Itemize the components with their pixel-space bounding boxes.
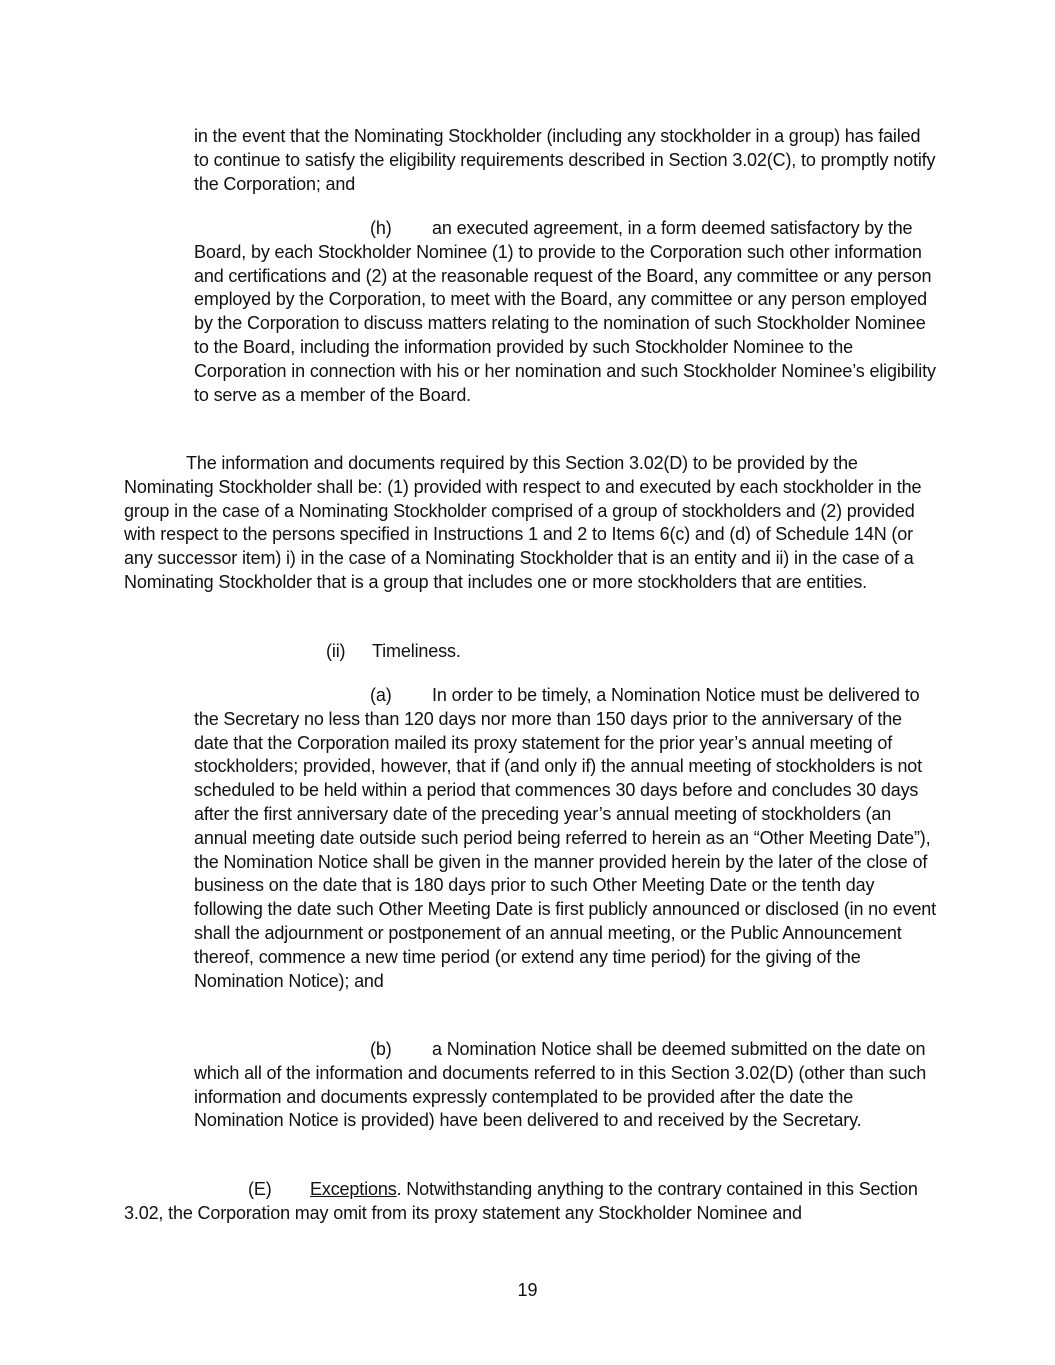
paragraph-a (194, 684, 939, 993)
paragraph-b-marker: (b) (370, 1039, 392, 1059)
paragraph-b-text: a Nomination Notice shall be deemed submitted on the date on which all of the information and documents referred to in this Section 3.02(D) (other than such information and documents expressly contemplated to be provided after the date the Nomination Notice is provided) have been delivered to and received by the Secretary. (194, 1039, 927, 1131)
paragraph-a-marker: (a) (370, 685, 392, 705)
paragraph-b (194, 1038, 939, 1133)
paragraph-h (194, 217, 939, 407)
paragraph-e (124, 1178, 939, 1226)
page-number: 19 (517, 1280, 538, 1300)
heading-ii-marker: (ii) (326, 641, 346, 661)
paragraph-h-text: an executed agreement, in a form deemed satisfactory by the Board, by each Stockholder Nominee (1) to provide to the Corporation such other information and certifications and (2) at the reasonable request of the Board, any committee or any person employed by the Corporation, to meet with the Board, any committee or any person employed by the Corporation to discuss matters relating to the nomination of such Stockholder Nominee to the Board, including the information provided by such Stockholder Nominee to the Corporation in connection with his or her nomination and such Stockholder Nominee’s eligibility to serve as a member of the Board. (194, 218, 936, 405)
paragraph-e-marker: (E) (248, 1179, 272, 1199)
paragraph-h-marker: (h) (370, 218, 392, 238)
paragraph-information: The information and documents required by this Section 3.02(D) to be provided by the Nominating Stockholder shall be: (1) provided with respect to and executed by each stockholder in the group in the case of a Nominating Stockholder comprised of a group of stockholders and (2) provided with respect to the persons specified in Instructions 1 and 2 to Items 6(c) and (d) of Schedule 14N (or any successor item) i) in the case of a Nominating Stockholder that is an entity and ii) in the case of a Nominating Stockholder that is a group that includes one or more stockholders that are entities. (124, 453, 922, 592)
paragraph-e-heading: Exceptions (310, 1179, 397, 1199)
paragraph-a-text: In order to be timely, a Nomination Notice must be delivered to the Secretary no less than 120 days nor more than 150 days prior to the anniversary of the date that the Corporation mailed its proxy statement for the prior year’s annual meeting of stockholders; provided, however, that if (and only if) the annual meeting of stockholders is not scheduled to be held within a period that commences 30 days before and concludes 30 days after the first anniversary date of the preceding year’s annual meeting of stockholders (an annual meeting date outside such period being referred to herein as an “Other Meeting Date”), the Nomination Notice shall be given in the manner provided herein by the later of the close of business on the date that is 180 days prior to such Other Meeting Date or the tenth day following the date such Other Meeting Date is first publicly announced or disclosed (in no event shall the adjournment or postponement of an annual meeting, or the Public Announcement thereof, commence a new time period (or extend any time period) for the giving of the Nomination Notice); and (194, 685, 937, 991)
section-heading-timeliness (326, 640, 726, 664)
paragraph-e-text: . Notwithstanding anything to the contrary contained in this Section 3.02, the Corporation may omit from its proxy statement any Stockholder Nominee and (124, 1179, 918, 1223)
heading-ii-text: Timeliness. (372, 641, 461, 661)
paragraph-continuation: in the event that the Nominating Stockholder (including any stockholder in a group) has failed to continue to satisfy the eligibility requirements described in Section 3.02(C), to promptly notify the Corporation; and (194, 126, 936, 194)
